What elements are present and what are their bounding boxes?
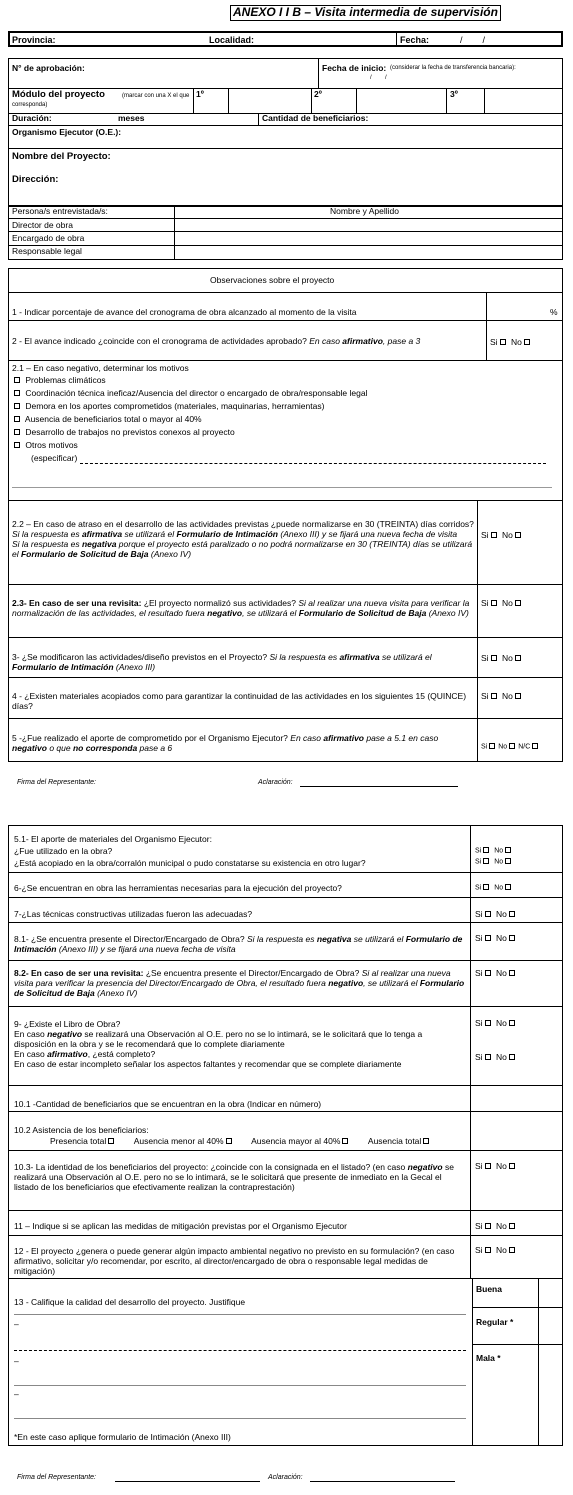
q6-text: 6-¿Se encuentran en obra las herramientas necesarias para la ejecución del proyecto? (14, 883, 342, 893)
calidad-mala[interactable]: Mala * (476, 1353, 501, 1363)
q12-text: 12 - El proyecto ¿genera o puede generar algún impacto ambiental negativo no previsto en su formulación? (en caso afirmativo, solicitar y/o recomendar, por escrito, al director/encargado de obra o responsable legal medidas de mitigación) (14, 1246, 455, 1277)
beneficiarios-label: Cantidad de beneficiarios: (262, 113, 369, 123)
calidad-regular[interactable]: Regular * (476, 1317, 514, 1327)
q5-no-checkbox[interactable] (509, 743, 515, 749)
q3-no-checkbox[interactable] (515, 655, 521, 661)
q2-text: 2 - El avance indicado ¿coincide con el cronograma de actividades aprobado? En caso afirmativo, pase a 3 (12, 336, 421, 346)
q1-percent: % (550, 307, 558, 317)
q21-text: 2.1 – En caso negativo, determinar los motivos (12, 363, 189, 373)
q51-acopiado: ¿Está acopiado en la obra/corralón municipal o pudo constatarse su existencia en otro lugar? (14, 858, 366, 868)
encargado-row: Encargado de obra (12, 233, 85, 243)
q22-text: 2.2 – En caso de atraso en el desarrollo de las actividades previstas ¿puede normalizarse en 30 (TREINTA) días corridos? Si la respuesta es afirmativa se utilizará el Formulario de Intimación (Anexo III) y se fijará una nueva fecha de visita Si la respuesta es negativa porque el proyecto está paralizado o no podrá normalizarse en 30 (TREINTA) días se utilizará el Formulario de Solicitud de Baja (Anexo IV) (12, 519, 474, 560)
q7-options[interactable]: Si No (475, 910, 518, 920)
q23-text: 2.3- En caso de ser una revisita: ¿El proyecto normalizó sus actividades? Si al realizar una nueva visita para verificar la normalización de las actividades, el resultado fuera negativo, se utilizará el Formulario de Solicitud de Baja (Anexo IV) (12, 598, 470, 619)
firma-representante-label: Firma del Representante: (17, 779, 96, 786)
modulo-note: (marcar con una X el que corresponda) (12, 93, 190, 108)
modulo-3[interactable]: 3º (450, 89, 458, 99)
fecha-label: Fecha: (400, 35, 430, 45)
calidad-buena[interactable]: Buena (476, 1284, 502, 1294)
q51-acopiado-options[interactable]: Si No (475, 858, 514, 866)
modulo-label: Módulo del proyecto (12, 89, 105, 100)
fecha-slashes: / / (460, 35, 486, 45)
q2-no-checkbox[interactable] (524, 339, 530, 345)
q12-options[interactable]: Si No (475, 1246, 518, 1256)
director-row: Director de obra (12, 220, 73, 230)
q23-no-checkbox[interactable] (515, 600, 521, 606)
q102-text: 10.2 Asistencia de los beneficiarios: (14, 1125, 149, 1135)
motivo-2[interactable]: Demora en los aportes comprometidos (materiales, maquinarias, herramientas) (12, 402, 324, 412)
q81-text: 8.1- ¿Se encuentra presente el Director/Encargado de Obra? Si la respuesta es negativa se utilizará el Formulario de Intimación (Anexo III) y se fijará una nueva fecha de visita (14, 934, 463, 955)
motivo-1[interactable]: Coordinación técnica ineficaz/Ausencia del director o encargado de obra/responsable legal (12, 389, 367, 399)
q81-options[interactable]: Si No (475, 934, 518, 944)
personas-label: Persona/s entrevistada/s: (12, 206, 108, 216)
q5-nc-checkbox[interactable] (532, 743, 538, 749)
q82-text: 8.2- En caso de ser una revisita: ¿Se encuentra presente el Director/Encargado de Obra? Si al realizar una nueva visita para verificar la presencia del Director/Encargado de Obra, el resultado fuera negativo, se utilizará el Formulario de Solicitud de Baja (Anexo IV) (14, 968, 465, 999)
motivo-3[interactable]: Ausencia de beneficiarios total o mayor al 40% (12, 415, 202, 425)
fecha-inicio-note: (considerar la fecha de transferencia bancaria): (390, 65, 516, 71)
aclaracion-label-2: Aclaración: (268, 1474, 303, 1481)
q9-text: 9- ¿Existe el Libro de Obra? En caso negativo se realizará una Observación al O.E. pero no se lo intimará, se le solicitará que lo tenga a disposición en la obra y se le recomendará que lo complete diariamente En caso afirmativo, ¿está completo? En caso de estar incompleto señalar los aspectos faltantes y recomendar que se complete diariamente (14, 1019, 423, 1070)
q6-options[interactable]: Si No (475, 884, 514, 892)
q82-options[interactable]: Si No (475, 969, 518, 979)
q1-text: 1 - Indicar porcentaje de avance del cronograma de obra alcanzado al momento de la visita (12, 307, 357, 317)
motivo-5[interactable]: Otros motivos (12, 441, 78, 451)
q23-si-checkbox[interactable] (491, 600, 497, 606)
modulo-2[interactable]: 2º (314, 89, 322, 99)
aprobacion-label: N° de aprobación: (12, 63, 85, 73)
document-title: ANEXO I I B – Visita intermedia de supervisión (230, 5, 501, 21)
responsable-row: Responsable legal (12, 246, 82, 256)
q103-text: 10.3- La identidad de los beneficiarios del proyecto: ¿coincide con la consignada en el listado? (en caso negativo se realizará una Observación al O.E. pero no se lo intimará, se le solicitará que presente de inmediato en la Gecal el listado de los beneficiarios que efectivamente realizan la contraprestación) (14, 1162, 454, 1193)
q9-options-2[interactable]: Si No (475, 1053, 518, 1063)
q101-text: 10.1 -Cantidad de beneficiarios que se encuentran en la obra (Indicar en número) (14, 1099, 322, 1109)
fecha-inicio-label: Fecha de inicio: (322, 63, 387, 73)
aclaracion-label: Aclaración: (258, 779, 293, 786)
q3-si-checkbox[interactable] (491, 655, 497, 661)
q22-options[interactable]: Si No (481, 531, 524, 541)
firma-representante-label-2: Firma del Representante: (17, 1474, 96, 1481)
q4-no-checkbox[interactable] (515, 693, 521, 699)
asistencia-options[interactable]: Presencia total Ausencia menor al 40% Ausencia mayor al 40% Ausencia total (50, 1137, 432, 1147)
q2-options[interactable]: Si No (490, 338, 533, 348)
q103-options[interactable]: Si No (475, 1162, 518, 1172)
fecha-inicio-slashes: / / (370, 75, 387, 81)
q4-si-checkbox[interactable] (491, 693, 497, 699)
provincia-label: Provincia: (12, 35, 56, 45)
meses-label: meses (118, 113, 145, 123)
q51-title: 5.1- El aporte de materiales del Organismo Ejecutor: (14, 834, 212, 844)
q3-text: 3- ¿Se modificaron las actividades/diseño previstos en el Proyecto? Si la respuesta es afirmativa se utilizará el Formulario de Intimación (Anexo III) (12, 652, 432, 673)
firma-line-2[interactable] (115, 1481, 260, 1482)
q4-text: 4 - ¿Existen materiales acopiados como para garantizar la continuidad de las actividades en los siguientes 15 (QUINCE) días? (12, 691, 467, 712)
q23-options[interactable]: Si No (481, 599, 524, 609)
localidad-label: Localidad: (209, 35, 255, 45)
modulo-1[interactable]: 1º (196, 89, 204, 99)
direccion-label: Dirección: (12, 174, 59, 185)
intimacion-note: *En este caso aplique formulario de Intimación (Anexo III) (14, 1432, 231, 1442)
organismo-label: Organismo Ejecutor (O.E.): (12, 127, 122, 137)
observations-title: Observaciones sobre el proyecto (210, 275, 335, 285)
q3-options[interactable]: Si No (481, 654, 524, 664)
q5-text: 5 -¿Fue realizado el aporte de comprometido por el Organismo Ejecutor? En caso afirmativo pase a 5.1 en caso negativo o que no corresponda pase a 6 (12, 733, 439, 754)
duracion-label: Duración: (12, 113, 52, 123)
q5-si-checkbox[interactable] (489, 743, 495, 749)
q51-utilizado-options[interactable]: Si No (475, 847, 514, 855)
q2-si-checkbox[interactable] (500, 339, 506, 345)
q4-options[interactable]: Si No (481, 692, 524, 702)
motivo-4[interactable]: Desarrollo de trabajos no previstos conexos al proyecto (12, 428, 235, 438)
motivo-0[interactable]: Problemas climáticos (12, 376, 106, 386)
q22-no-checkbox[interactable] (515, 532, 521, 538)
aclaracion-line[interactable] (300, 786, 458, 787)
q51-utilizado: ¿Fue utilizado en la obra? (14, 846, 113, 856)
q9-options-1[interactable]: Si No (475, 1019, 518, 1029)
q11-options[interactable]: Si No (475, 1222, 518, 1232)
aclaracion-line-2[interactable] (310, 1481, 455, 1482)
nombre-proyecto-label: Nombre del Proyecto: (12, 151, 111, 162)
q5-options[interactable]: Si No N/C (481, 743, 541, 751)
q22-si-checkbox[interactable] (491, 532, 497, 538)
q7-text: 7-¿Las técnicas constructivas utilizadas fueron las adecuadas? (14, 909, 253, 919)
q13-text: 13 - Califique la calidad del desarrollo del proyecto. Justifique (14, 1297, 246, 1307)
q11-text: 11 – Indique si se aplican las medidas de mitigación previstas por el Organismo Ejecutor (14, 1221, 347, 1231)
nombre-apellido-header: Nombre y Apellido (330, 206, 399, 216)
especificar-label: (especificar) (31, 453, 78, 463)
